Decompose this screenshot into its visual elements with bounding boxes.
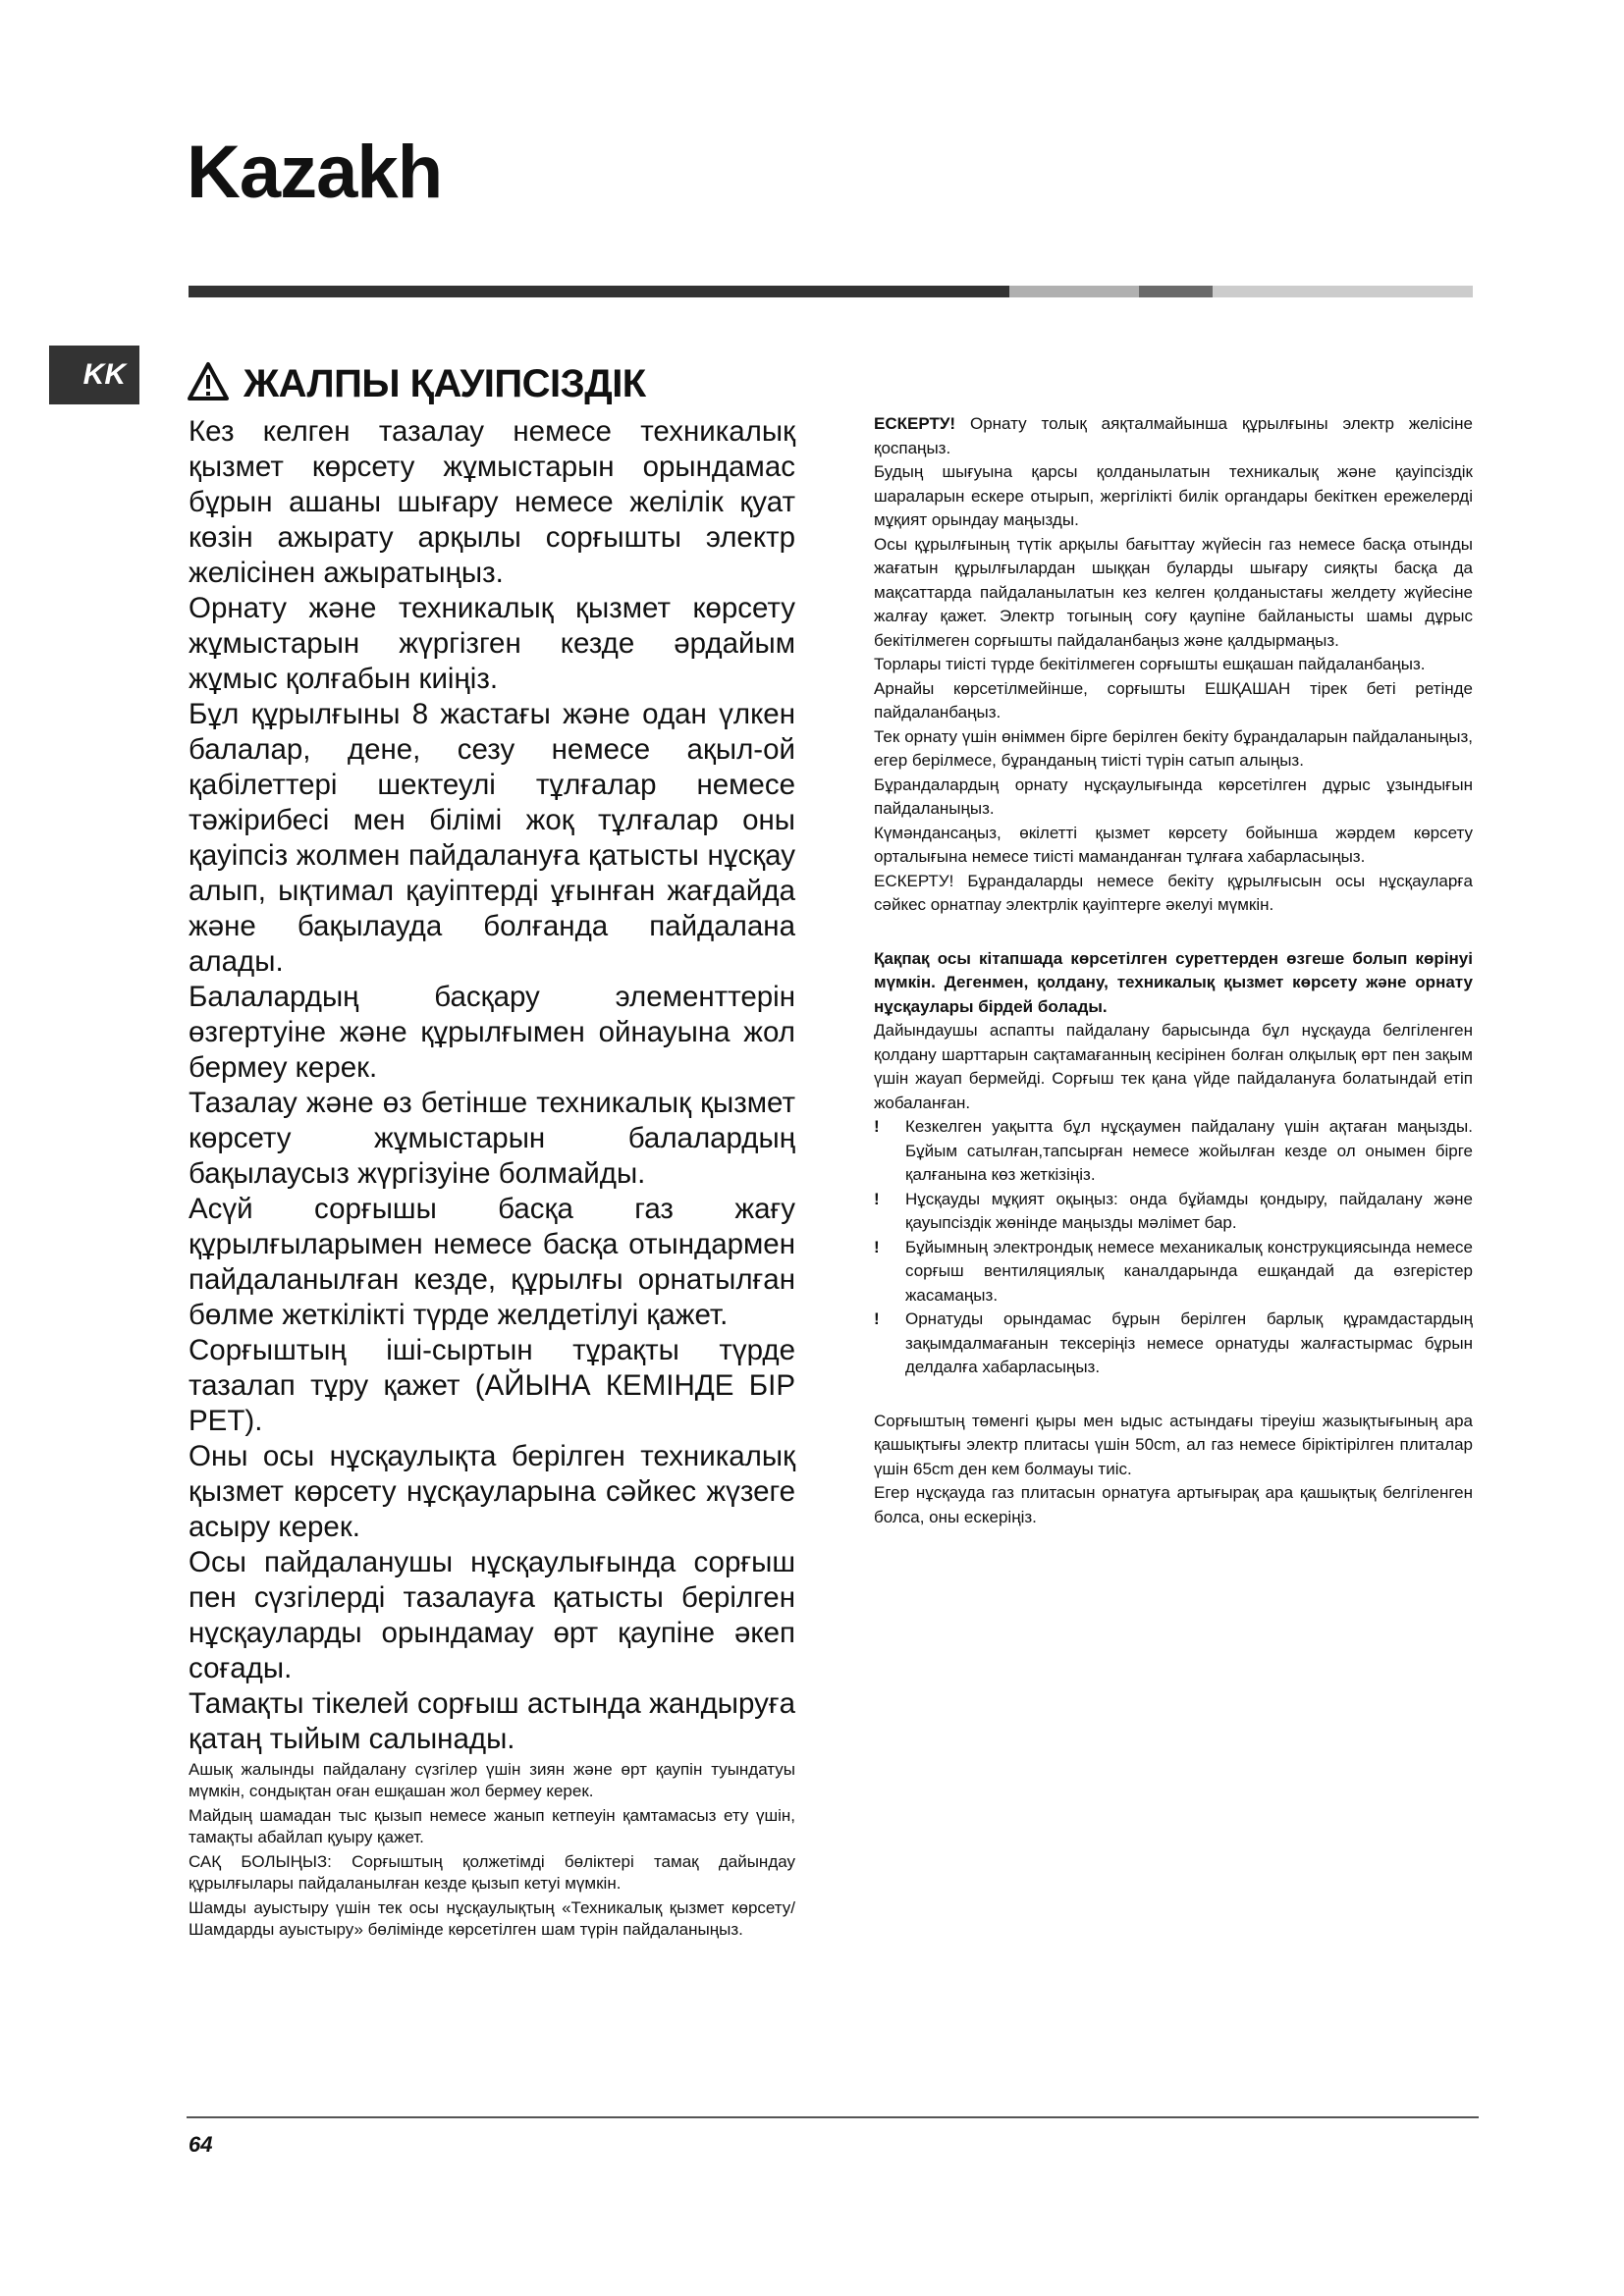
list-item (874, 1236, 1473, 1308)
header-bar-dark (189, 286, 1009, 297)
paragraph: Кез келген тазалау немесе техникалық қызмет көрсету жұмыстарын орындамас бұрын ашаны шығару немесе желілік қуат көзін ажырату арқылы сорғышты электр желісінен ажыратыңыз. (189, 415, 795, 589)
small-paragraph: САҚ БОЛЫҢЫЗ: Сорғыштың қолжетімді бөліктері тамақ дайындау құрылғылары пайдаланылған кезде қызып кетуі мүмкін. (189, 1852, 795, 1893)
paragraph: ЕСКЕРТУ! Бұрандаларды немесе бекіту құрылғысын осы нұсқауларға сәйкес орнатпау электрлік қауіптерге әкелуі мүмкін. (874, 871, 1473, 914)
right-column (874, 412, 1473, 1529)
small-paragraph: Майдың шамадан тыс қызып немесе жанып кетпеуін қамтамасыз ету үшін, тамақты абайлап қуыру қажет. (189, 1806, 795, 1846)
list-item-text: Бұйымның электрондық немесе механикалық конструкциясында немесе сорғыш вентиляциялық каналдарында ешқандай да өзгерістер жасамаңыз. (905, 1237, 1473, 1305)
paragraph: Осы пайдаланушы нұсқаулығында сорғыш пен сүзгілерді тазалауға қатысты берілген нұсқауларды орындамау өрт қаупіне әкеп соғады. (189, 1546, 795, 1684)
list-item-text: Орнатуды орындамас бұрын берілген барлық құрамдастардың зақымдалмағанын тексеріңіз немесе орнатуды жалғастырмас бұрын делдалға хабарласыңыз. (905, 1309, 1473, 1376)
paragraph: Балалардың басқару элементтерін өзгертуіне және құрылғымен ойнауына жол бермеу керек. (189, 981, 795, 1084)
list-item (874, 1308, 1473, 1380)
warning-text: Орнату толық аяқталмайынша құрылғыны электр желісіне қоспаңыз. (874, 414, 1473, 457)
list-item-text: Кезкелген уақытта бұл нұсқаумен пайдалану үшін ақтаған маңызды. Бұйым сатылған,тапсырған немесе жойылған кезде ол онымен бірге қалғанына көз жеткізіңіз. (905, 1117, 1473, 1184)
bullet-list (874, 1115, 1473, 1380)
header-bar-light (1009, 286, 1139, 297)
list-item-text: Нұсқауды мұқият оқыңыз: онда бұйамды қондыру, пайдалану және қауыпсіздік жөнінде маңызды мәлімет бар. (905, 1189, 1473, 1232)
paragraph: Тазалау және өз бетінше техникалық қызмет көрсету жұмыстарын балалардың бақылаусыз жүргізуіне болмайды. (189, 1087, 795, 1190)
disclaimer: Дайындаушы аспапты пайдалану барысында бұл нұсқауда белгіленген қолдану шарттарын сақтамағанның кесірінен болған олқылық өрт пен зақым үшін жауап бермейді. Сорғыш тек қана үйде пайдалануға болатындай етіп жобаланған. (874, 1021, 1473, 1112)
paragraph: Будың шығуына қарсы қолданылатын техникалық және қауіпсіздік шараларын ескере отырып, жергілікті билік органдары бекіткен ережелерді мұқият орындау маңызды. (874, 462, 1473, 529)
page-number: 64 (189, 2132, 213, 2157)
footer-divider (187, 2116, 1479, 2118)
paragraph: Тамақты тікелей сорғыш астында жандыруға қатаң тыйым салынады. (189, 1687, 795, 1755)
paragraph: Сорғыштың іші-сыртын тұрақты түрде тазалап тұру қажет (АЙЫНА КЕМІНДЕ БІР РЕТ). (189, 1334, 795, 1437)
page-title: Kazakh (187, 131, 443, 214)
list-item (874, 1115, 1473, 1188)
install-warning (874, 412, 1473, 460)
paragraph: Арнайы көрсетілмейінше, сорғышты ЕШҚАШАН тірек беті ретінде пайдаланбаңыз. (874, 678, 1473, 721)
warning-triangle-icon (187, 361, 230, 407)
language-code: KK (82, 358, 126, 391)
gas-note: Егер нұсқауда газ плитасын орнатуға артығырақ ара қашықтық белгіленген болса, оны ескеріңіз. (874, 1483, 1473, 1526)
paragraph: Оны осы нұсқаулықта берілген техникалық қызмет көрсету нұсқауларына сәйкес жүзеге асыру керек. (189, 1440, 795, 1543)
exclamation-icon: ! (874, 1309, 880, 1328)
section-heading (187, 361, 646, 407)
warning-label: ЕСКЕРТУ! (874, 414, 956, 433)
exclamation-icon: ! (874, 1237, 880, 1256)
header-bar-mid (1139, 286, 1213, 297)
list-item (874, 1188, 1473, 1236)
section-title: ЖАЛПЫ ҚАУІПСІЗДІК (244, 362, 646, 405)
header-bar-pale (1213, 286, 1473, 297)
paragraph: Орнату және техникалық қызмет көрсету жұмыстарын жүргізген кезде әрдайым жұмыс қолғабын киіңіз. (189, 592, 795, 695)
paragraph: Асүй сорғышы басқа газ жағу құрылғыларымен немесе басқа отындармен пайдаланылған кезде, құрылғы орнатылған бөлме жеткілікті түрде желдетілуі қажет. (189, 1193, 795, 1331)
paragraph: Тек орнату үшін өніммен бірге берілген бекіту бұрандаларын пайдаланыңыз, егер берілмесе, бұранданың тиісті түрін сатып алыңыз. (874, 726, 1473, 770)
small-paragraph: Шамды ауыстыру үшін тек осы нұсқаулықтың «Техникалық қызмет көрсету/Шамдарды ауыстыру» бөлімінде көрсетілген шам түрін пайдаланыңыз. (189, 1898, 795, 1939)
exclamation-icon: ! (874, 1117, 880, 1136)
paragraph: Бұрандалардың орнату нұсқаулығында көрсетілген дұрыс ұзындығын пайдаланыңыз. (874, 774, 1473, 818)
language-badge (49, 346, 139, 404)
exclamation-icon: ! (874, 1189, 880, 1208)
distance-note: Сорғыштың төменгі қыры мен ыдыс астындағы тіреуіш жазықтығының ара қашықтығы электр плитасы үшін 50cm, ал газ немесе біріктірілген плиталар үшін 65cm ден кем болмауы тиіс. (874, 1411, 1473, 1478)
left-column (189, 414, 795, 1944)
paragraph: Торлары тиісті түрде бекітілмеген сорғышты ешқашан пайдаланбаңыз. (874, 655, 1426, 673)
bold-note: Қақпақ осы кітапшада көрсетілген суреттерден өзгеше болып көрінуі мүмкін. Дегенмен, қолдану, техникалық қызмет көрсету және орнату нұсқаулары бірдей болады. (874, 948, 1473, 1016)
paragraph: Күмәндансаңыз, өкілетті қызмет көрсету бойынша жәрдем көрсету орталығына немесе тиісті маманданған тұлғаға хабарласыңыз. (874, 823, 1473, 866)
paragraph: Бұл құрылғыны 8 жастағы және одан үлкен балалар, дене, сезу немесе ақыл-ой қабілеттері шектеулі тұлғалар немесе тәжірибесі мен білімі жоқ тұлғалар оны қауіпсіз жолмен пайдалануға қатысты нұсқау алып, ықтимал қауіптерді ұғынған жағдайда және бақылауда болғанда пайдалана алады. (189, 698, 795, 978)
small-paragraph: Ашық жалынды пайдалану сүзгілер үшін зиян және өрт қаупін туындатуы мүмкін, сондықтан оған ешқашан жол бермеу керек. (189, 1760, 795, 1800)
paragraph: Осы құрылғының түтік арқылы бағыттау жүйесін газ немесе басқа отынды жағатын құрылғылардан шыққан буларды шығару сияқты басқа да мақсаттарда пайдаланылатын кез келген қолданыстағы желдету жүйесіне жалғау қажет. Электр тогының соғу қаупіне байланысты шамы дұрыс бекітілмеген сорғышты пайдаланбаңыз және қалдырмаңыз. (874, 534, 1473, 650)
